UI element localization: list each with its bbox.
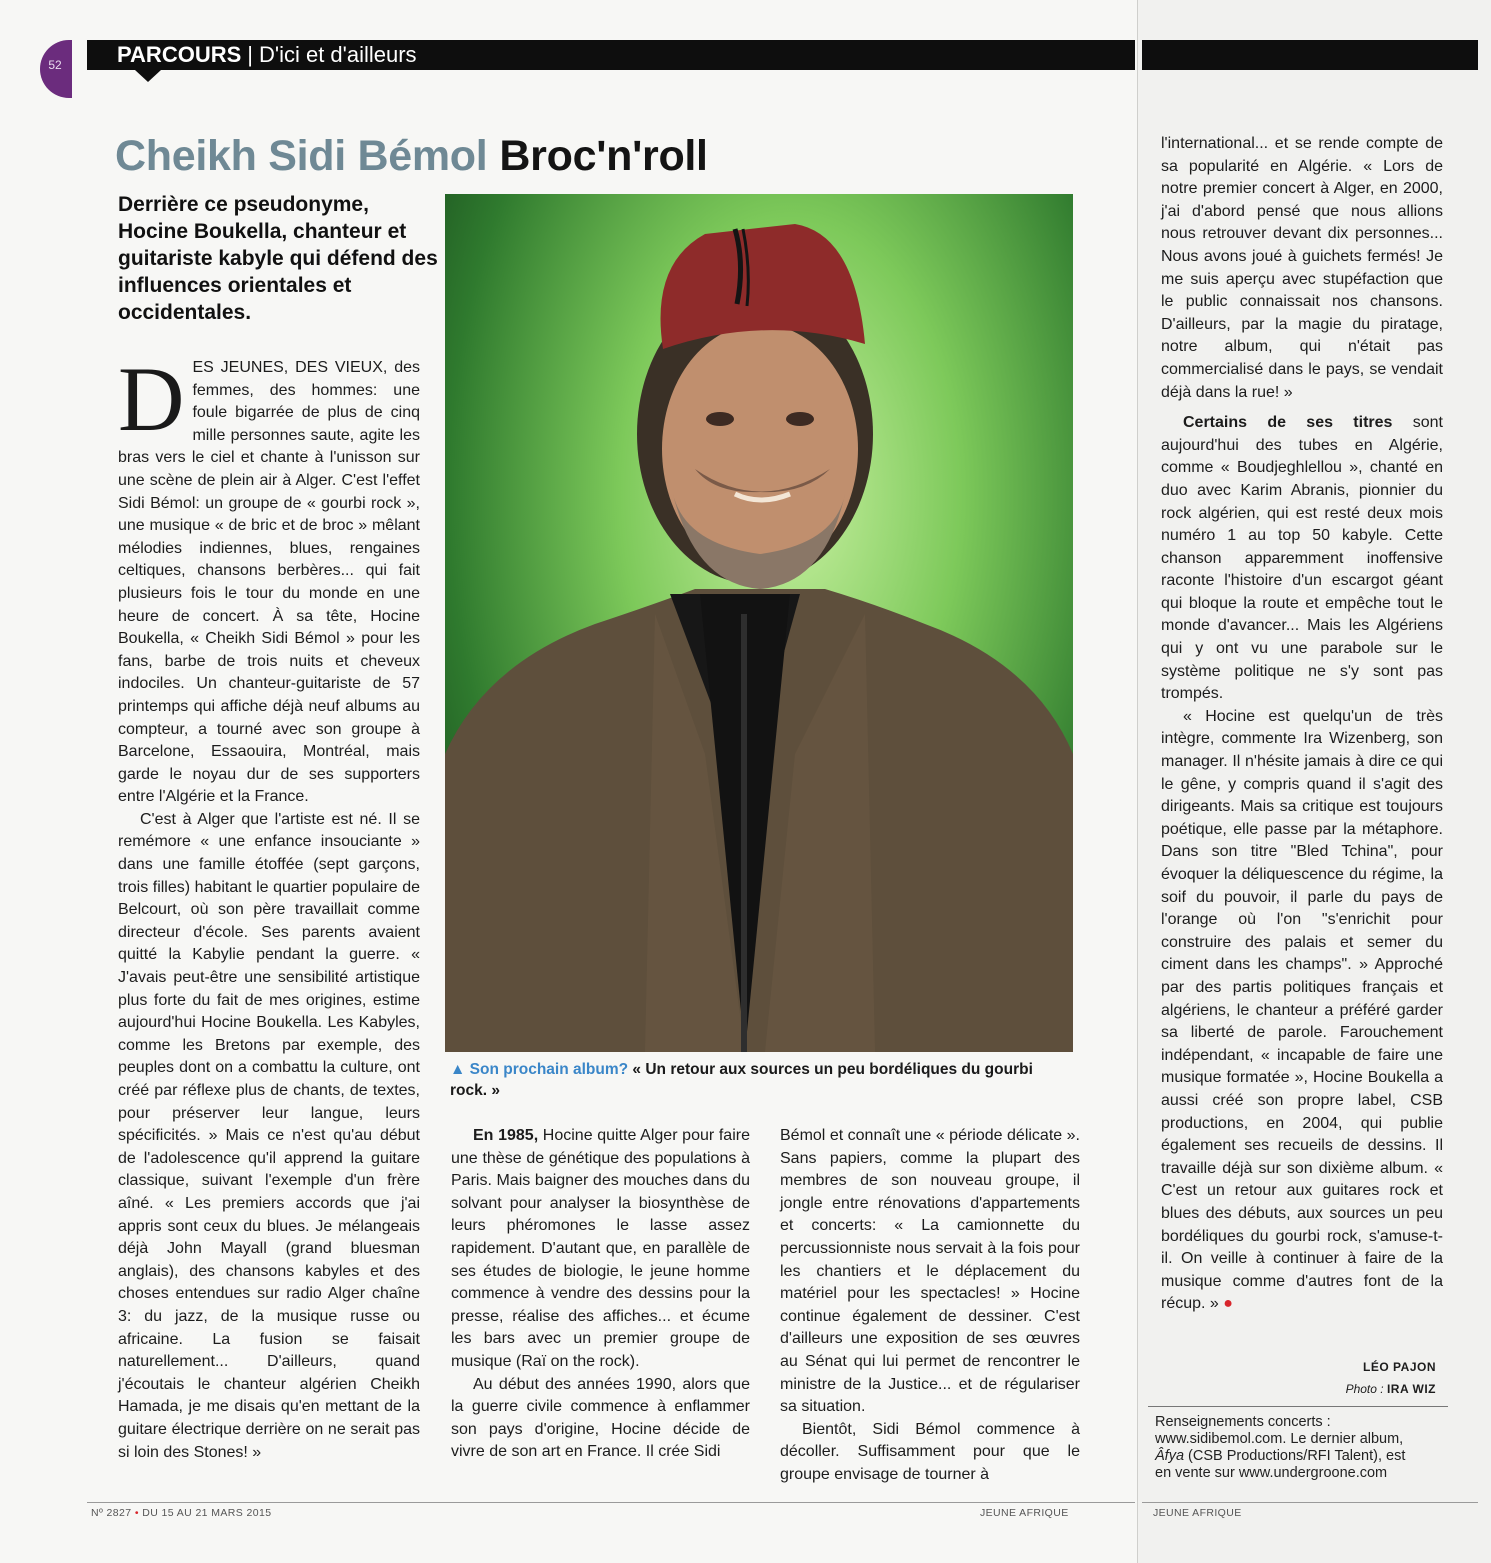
paragraph: l'international... et se rende compte de sa popularité en Algérie. « Lors de notre premier concert à Alger, en 2000, j'ai d'abord pensé que nous allions nous retrouver devant dix personnes... Nous avons joué à guichets fermés! Je me suis aperçu avec stupéfaction que le public connaissait nos chansons. D'ailleurs, par la magie du piratage, notre album, qui n'était pas commercialisé dans le pays, se vendait déjà dans la rue! »: [1161, 135, 1443, 401]
drop-cap: D: [118, 348, 185, 450]
author-name: LÉO PAJON: [1363, 1360, 1436, 1374]
footer-bullet: •: [134, 1507, 139, 1519]
headline-name: Cheikh Sidi Bémol: [115, 132, 488, 180]
column-4: [1161, 133, 1443, 1316]
footer-rule: [87, 1502, 1135, 1503]
paragraph: [1161, 706, 1443, 1316]
paragraph-lead: En 1985,: [473, 1127, 539, 1144]
footer-rule-right: [1142, 1502, 1478, 1503]
photo-caption: [450, 1059, 1070, 1101]
credit-label: Photo :: [1345, 1382, 1384, 1396]
page-number: 52: [48, 58, 62, 72]
end-mark: ●: [1223, 1295, 1233, 1313]
column-2: [451, 1125, 750, 1464]
info-text: (CSB Productions/RFI Talent), est: [1188, 1448, 1406, 1464]
footer-magazine-right: JEUNE AFRIQUE: [1153, 1507, 1242, 1519]
portrait-photo: [445, 194, 1073, 1052]
issue-dates: DU 15 AU 21 MARS 2015: [142, 1507, 272, 1519]
subsection-name: D'ici et d'ailleurs: [258, 42, 417, 67]
section-header: [117, 40, 417, 70]
paragraph: C'est à Alger que l'artiste est né. Il se remémore « une enfance insouciante » dans une famille étoffée (sept garçons, trois filles) habitant le quartier populaire de Belcourt, où son père travaillait comme directeur d'école. Ses parents avaient quitté la Kabylie pendant la guerre. « J'avais peut-être une sensibilité artistique plus forte du fait de mes origines, estime aujourd'hui Hocine Boukella. Les Kabyles, comme les Bretons par exemple, des peuples dont on a combattu la culture, ont créé par réflexe plus de chants, de textes, pour préserver leur langue, leurs spécificités. » Mais ce n'est qu'au début de l'adolescence qu'il apprend la guitare classique, suivant l'exemple d'un frère aîné. « Les premiers accords que j'ai appris sont ceux du blues. Je mélangeais déjà John Mayall (grand bluesman anglais), des chansons kabyles et des choses entendues sur radio Alger chaîne 3: du jazz, de la musique russe ou africaine. La fusion se faisait naturellement... D'ailleurs, quand j'écoutais le chanteur algérien Cheikh Hamada, je me disais qu'en mettant de la guitare électrique derrière on ne serait pas si loin des Stones! »: [118, 810, 420, 1461]
headline-title: Broc'n'roll: [499, 132, 708, 180]
paragraph-text: ES JEUNES, DES VIEUX, des femmes, des hommes: une foule bigarrée de plus de cinq mille personnes saute, agite les bras vers le ciel et chante à l'unisson sur une scène de plein air à Alger. C'est l'effet Sidi Bémol: un groupe de « gourbi rock », une musique « de bric et de broc » mêlant mélodies indiennes, blues, rengaines celtiques, chansons berbères... qui fait plusieurs fois le tour du monde en une heure de concert. À sa tête, Hocine Boukella, « Cheikh Sidi Bémol » pour les fans, barbe de trois nuits et cheveux indociles. Un chanteur-guitariste de 57 printemps qui affiche déjà neuf albums au compteur, a tourné avec son groupe à Barcelone, Essaouira, Montréal, mais garde le noyau dur de ses supporters entre l'Algérie et la France.: [118, 359, 420, 806]
header-notch: [135, 70, 161, 82]
divider: [1148, 1406, 1448, 1407]
triangle-up-icon: ▲: [450, 1061, 466, 1078]
headline: [115, 132, 708, 181]
info-line: en vente sur www.undergroone.com: [1155, 1465, 1388, 1481]
column-1: [118, 348, 420, 1464]
issue-number: Nº 2827: [91, 1507, 132, 1519]
info-line: www.sidibemol.com. Le dernier album,: [1155, 1431, 1404, 1447]
paragraph: Bientôt, Sidi Bémol commence à décoller. Suffisamment pour que le groupe envisage de tourner à: [780, 1420, 1080, 1483]
paragraph: Bémol et connaît une « période délicate ». Sans papiers, comme la plupart des membres de son nouveau groupe, il jongle entre rénovations d'appartements et concerts: « La camionnette du percussionniste nous servait à la fois pour les chantiers et le déplacement du matériel pour les spectacles! » Hocine continue également de dessiner. C'est d'ailleurs une exposition de ses œuvres au Sénat qui lui permet de rencontrer le ministre de la Justice... et de régulariser sa situation.: [780, 1127, 1080, 1416]
credit-name: IRA WIZ: [1386, 1382, 1436, 1396]
footer-issue: [91, 1507, 271, 1519]
portrait-illustration: [445, 194, 1073, 1052]
section-separator: |: [247, 42, 253, 67]
caption-lead: Son prochain album?: [469, 1061, 629, 1078]
paragraph: [1161, 412, 1443, 706]
paragraph: [118, 348, 420, 809]
column-3: [780, 1125, 1080, 1487]
concert-info: [1155, 1414, 1445, 1482]
paragraph-text: sont aujourd'hui des tubes en Algérie, comme « Boudjeghlellou », chanté en duo avec Karim Abranis, pionnier du rock algérien, qui est resté deux mois numéro 1 au top 50 kabyle. Cette chanson apparemment inoffensive raconte l'histoire d'un escargot géant qui bloque la route et empêche tout le monde d'avancer... Mais les Algériens qui y ont vu une parabole sur le système politique ne s'y sont pas trompés.: [1161, 414, 1443, 703]
paragraph: Au début des années 1990, alors que la guerre civile commence à enflammer son pays d'origine, Hocine décide de vivre de son art en France. Il crée Sidi: [451, 1375, 750, 1461]
photo-credit: [1160, 1378, 1436, 1400]
info-line: [1155, 1448, 1445, 1465]
album-title: Âfya: [1155, 1448, 1185, 1464]
info-line: Renseignements concerts :: [1155, 1414, 1331, 1430]
section-header-bar-right: [1142, 40, 1478, 70]
deck: Derrière ce pseudonyme, Hocine Boukella, chanteur et guitariste kabyle qui défend des influences orientales et occidentales.: [118, 193, 438, 324]
paragraph-text: « Hocine est quelqu'un de très intègre, commente Ira Wizenberg, son manager. Il n'hésite jamais à dire ce qui le gêne, y compris quand il s'agit des dirigeants. Mais sa critique est toujours poétique, elle passe par la métaphore. Dans son titre "Bled Tchina", pour évoquer la déliquescence du régime, la soif du pouvoir, il parle du pays de l'orange où l'on "s'enrichit pour construire des palais et semer du ciment dans les champs". » Approché par des partis politiques français et algériens, le chanteur a préféré garder sa liberté de parole. Farouchement indépendant, « incapable de faire une musique formatée », Hocine Boukella a aussi créé son propre label, CSB productions, en 2004, qui publie également ses recueils de dessins. Il travaille déjà sur son dixième album. « C'est un retour aux guitares rock et blues des débuts, aux sources un peu bordéliques du gourbi rock, s'amuse-t-il. On veille à continuer à faire de la musique comme d'autres font de la récup. »: [1161, 707, 1443, 1313]
footer-magazine-left: JEUNE AFRIQUE: [980, 1507, 1069, 1519]
paragraph-lead: Certains de ses titres: [1183, 414, 1393, 432]
signature: [1160, 1356, 1436, 1400]
section-name: PARCOURS: [117, 42, 242, 67]
paragraph-text: Hocine quitte Alger pour faire une thèse de génétique des populations à Paris. Mais baigner des mouches dans du solvant pour analyser la biosynthèse de leurs phéromones le lasse assez rapidement. D'autant que, en parallèle de ses études de biologie, le jeune homme commence à vendre des dessins pour la presse, réalise des affiches... et écume les bars avec un premier groupe de musique (Raï on the rock).: [451, 1127, 750, 1370]
caption-text: « Un retour aux sources un peu bordéliques du gourbi rock. »: [450, 1061, 1033, 1099]
paragraph: [451, 1125, 750, 1374]
